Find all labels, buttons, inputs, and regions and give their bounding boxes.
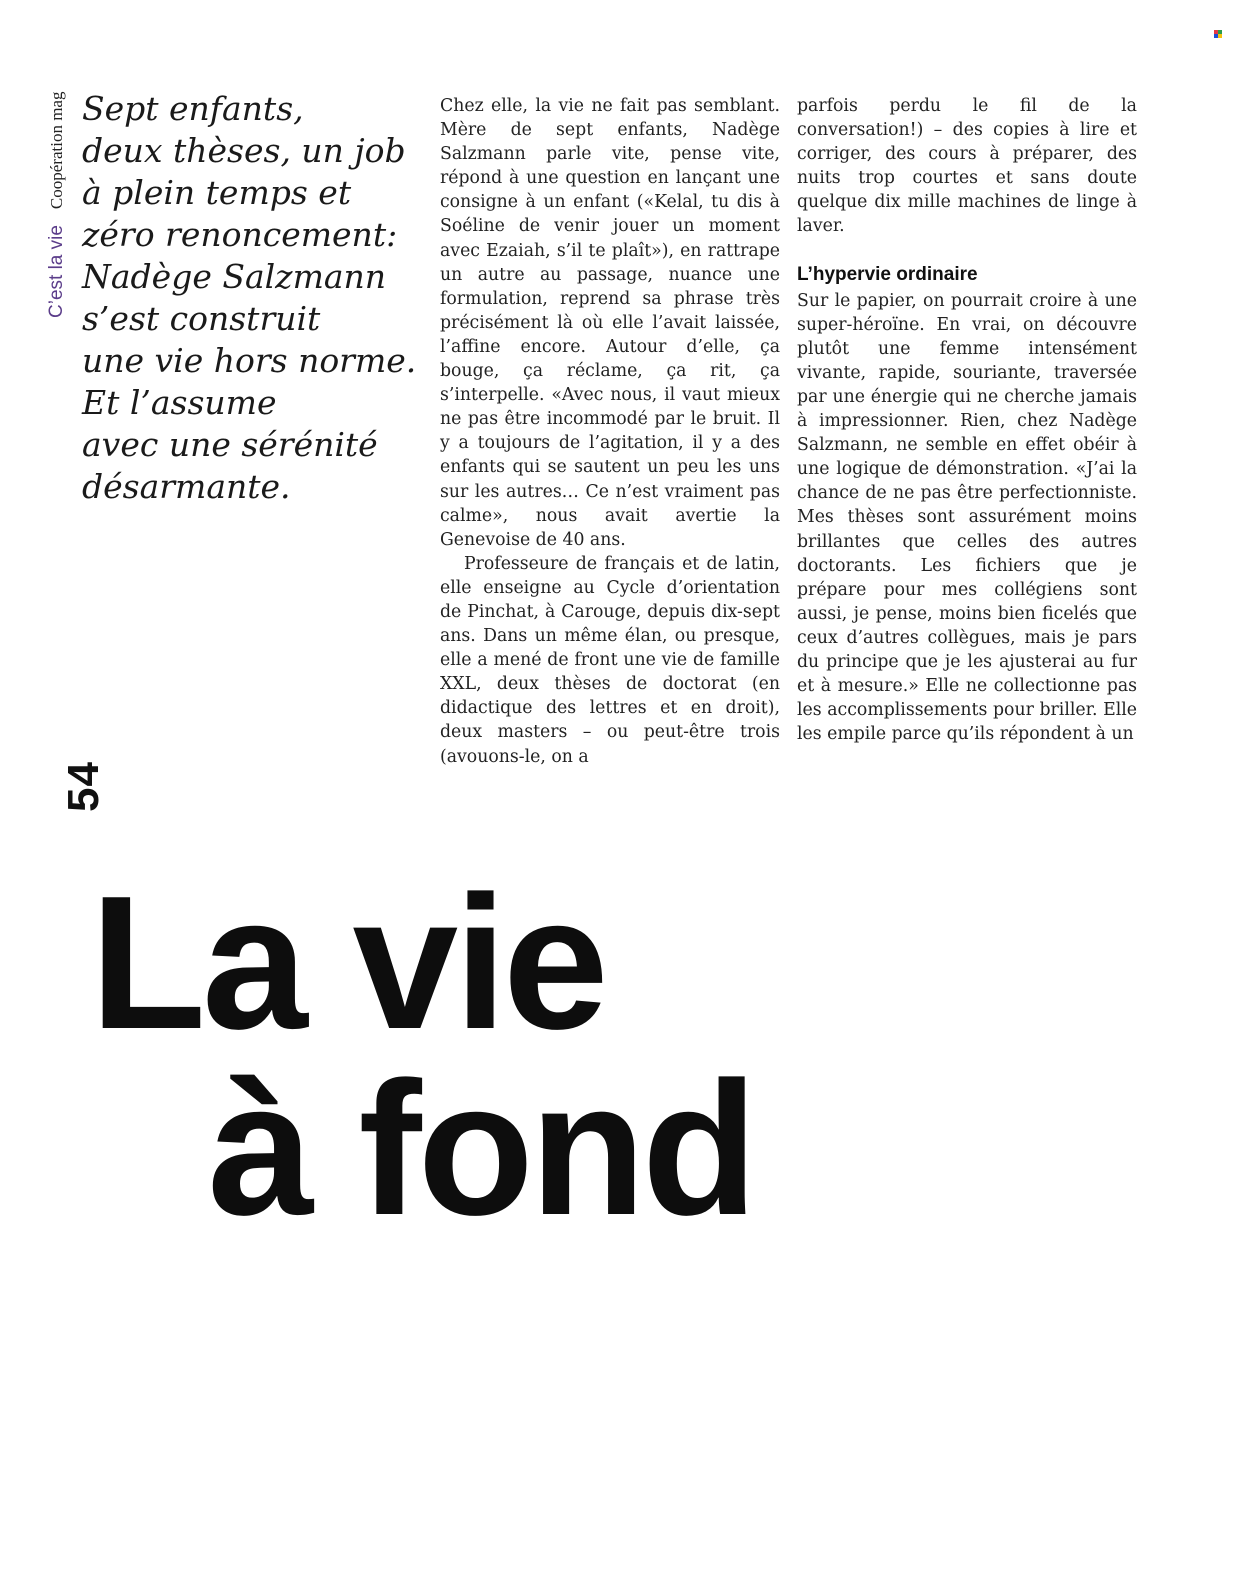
body-column-1	[440, 94, 780, 769]
body-paragraph: parfois perdu le fil de la conversation!) – des copies à lire et corriger, des cours à préparer, des nuits trop courtes et sans doute quelque dix mille machines de linge à laver.	[797, 96, 1137, 237]
body-column-2	[797, 94, 1137, 746]
section-subheading: L’hypervie ordinaire	[797, 263, 978, 285]
lede-line: deux thèses, un job	[82, 131, 406, 170]
lede-line: zéro renoncement:	[82, 215, 398, 254]
headline-line-1: La vie	[90, 857, 605, 1069]
body-paragraph: Sur le papier, on pourrait croire à une super-héroïne. En vrai, on découvre plutôt une femme intensément vivante, rapide, souriante, traversée par une énergie qui ne cherche jamais à impressionner. Rien, chez Nadège Salzmann, ne semble en effet obéir à une logique de démonstration. «J’ai la chance de ne pas être perfectionniste. Mes thèses sont assurément moins brillantes que celles des autres doctorants. Les fichiers que je prépare pour mes collégiens sont aussi, je pense, moins bien ficelés que ceux d’autres collègues, mais je pars du principe que je les ajusterai au fur et à mesure.» Elle ne collectionne pas les accomplissements pour briller. Elle les empile parce qu’ils répondent à un	[797, 290, 1137, 745]
body-paragraph: Chez elle, la vie ne fait pas semblant. Mère de sept enfants, Nadège Salzmann parle vite, pense vite, répond à une question en lançant une consigne à un enfant («Kelal, tu dis à Soéline de venir jouer un moment avec Ezaiah, s’il te plaît»), en rattrape un autre au passage, nuance une formulation, reprend sa phrase très précisément là où elle l’avait laissée, l’affine encore. Autour d’elle, ça bouge, ça réclame, ça rit, ça s’interpelle. «Avec nous, il vaut mieux ne pas être incommodé par le bruit. Il y a toujours de l’agitation, il y a des enfants qui se sautent un peu les uns sur les autres… Ce n’est vraiment pas calme», nous avait avertie la Genevoise de 40 ans.	[440, 96, 780, 550]
lede-line: Sept enfants,	[82, 89, 304, 128]
lede-line: avec une sérénité	[82, 425, 378, 464]
headline-line-2: à fond	[208, 1043, 754, 1255]
article-lede	[82, 88, 417, 508]
side-running-header	[46, 92, 68, 318]
page-number: 54	[59, 761, 108, 812]
article-headline	[90, 857, 754, 1255]
magazine-name: Coopération mag	[47, 91, 66, 210]
lede-line: une vie hors norme.	[82, 341, 417, 380]
lede-line: s’est construit	[82, 299, 321, 338]
registration-mark-icon	[1214, 30, 1222, 38]
lede-line: Nadège Salzmann	[82, 257, 387, 296]
lede-line: Et l’assume	[82, 383, 277, 422]
section-name: C’est la vie	[46, 225, 67, 318]
lede-line: désarmante.	[82, 467, 291, 506]
lede-line: à plein temps et	[82, 173, 352, 212]
body-paragraph: Professeure de français et de latin, elle enseigne au Cycle d’orientation de Pinchat, à Carouge, depuis dix-sept ans. Dans un même élan, ou presque, elle a mené de front une vie de famille XXL, deux thèses de doctorat (en didactique des lettres et en droit), deux masters – ou peut-être trois (avouons-le, on a	[440, 553, 780, 767]
